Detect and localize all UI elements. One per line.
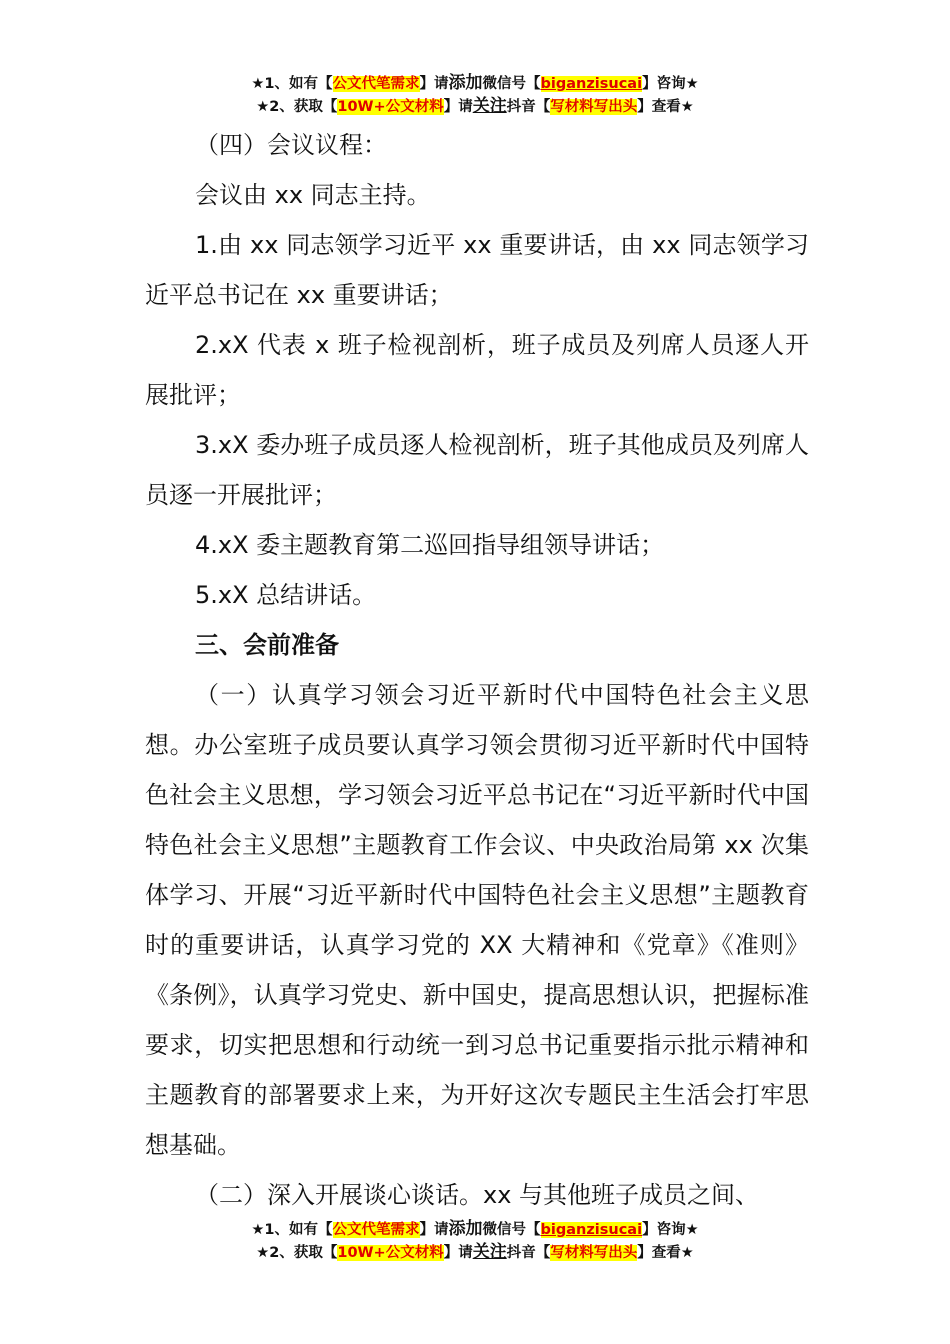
agenda-item-5: 5.xX 总结讲话。: [195, 581, 377, 609]
banner-text: 】咨询★: [642, 1222, 699, 1238]
banner-text: 微信号【: [482, 1222, 541, 1238]
footer-banner: [0, 1218, 950, 1264]
paragraph-talks: （二）深入开展谈心谈话。xx 与其他班子成员之间、: [195, 1181, 760, 1209]
highlight-materials: 10W+公文材料: [337, 1245, 444, 1261]
banner-text: 】查看★: [637, 1245, 694, 1261]
banner-line-1: [0, 1218, 950, 1241]
banner-text: 1、如有【: [264, 1222, 333, 1238]
banner-text: 2、获取【: [269, 1245, 338, 1261]
douyin-account: 写材料写出头: [550, 99, 638, 115]
emphasis-follow: 关注: [472, 1242, 507, 1262]
header-banner: [0, 72, 950, 118]
banner-text: 2、获取【: [269, 99, 338, 115]
emphasis-add: 添加: [448, 73, 483, 93]
wechat-id: biganzisucai: [540, 1222, 643, 1238]
banner-text: 抖音【: [506, 99, 551, 115]
banner-text: 】请: [419, 76, 449, 92]
wechat-id: biganzisucai: [540, 76, 643, 92]
star-icon: ★: [256, 1245, 270, 1261]
paragraph-study: （一）认真学习领会习近平新时代中国特色社会主义思想。办公室班子成员要认真学习领会贯彻习近平新时代中国特色社会主义思想，学习领会习近平总书记在“习近平新时代中国特色社会主义思想”主题教育工作会议、中央政治局第 xx 次集体学习、开展“习近平新时代中国特色社会主义思想”主题教育时的重要讲话，认真学习党的 XX 大精神和《党章》《准则》《条例》，认真学习党史、新中国史，提高思想认识，把握标准要求，切实把思想和行动统一到习总书记重要指示批示精神和主题教育的部署要求上来，为开好这次专题民主生活会打牢思想基础。: [145, 681, 809, 1159]
agenda-item-2: 2.xX 代表 x 班子检视剖析，班子成员及列席人员逐人开展批评；: [145, 331, 809, 409]
agenda-item-4: 4.xX 委主题教育第二巡回指导组领导讲话；: [195, 531, 665, 559]
banner-line-2: [0, 1241, 950, 1264]
section-heading-preparation: 三、会前准备: [195, 631, 339, 659]
banner-text: 抖音【: [506, 1245, 551, 1261]
section-agenda-heading: （四）会议议程：: [195, 131, 387, 159]
agenda-item-1: 1.由 xx 同志领学习近平 xx 重要讲话，由 xx 同志领学习近平总书记在 xx 重要讲话；: [145, 231, 809, 309]
emphasis-add: 添加: [448, 1219, 483, 1239]
banner-line-2: [0, 95, 950, 118]
highlight-service: 公文代笔需求: [332, 76, 420, 92]
banner-text: 1、如有【: [264, 76, 333, 92]
banner-text: 】咨询★: [642, 76, 699, 92]
star-icon: ★: [256, 99, 270, 115]
paragraph-host: 会议由 xx 同志主持。: [195, 181, 431, 209]
banner-text: 微信号【: [482, 76, 541, 92]
document-body: [145, 120, 809, 1220]
highlight-service: 公文代笔需求: [332, 1222, 420, 1238]
star-icon: ★: [251, 1222, 265, 1238]
banner-text: 】查看★: [637, 99, 694, 115]
banner-text: 】请: [443, 99, 473, 115]
agenda-item-3: 3.xX 委办班子成员逐人检视剖析，班子其他成员及列席人员逐一开展批评；: [145, 431, 809, 509]
highlight-materials: 10W+公文材料: [337, 99, 444, 115]
emphasis-follow: 关注: [472, 96, 507, 116]
star-icon: ★: [251, 76, 265, 92]
douyin-account: 写材料写出头: [550, 1245, 638, 1261]
banner-text: 】请: [443, 1245, 473, 1261]
banner-text: 】请: [419, 1222, 449, 1238]
banner-line-1: [0, 72, 950, 95]
